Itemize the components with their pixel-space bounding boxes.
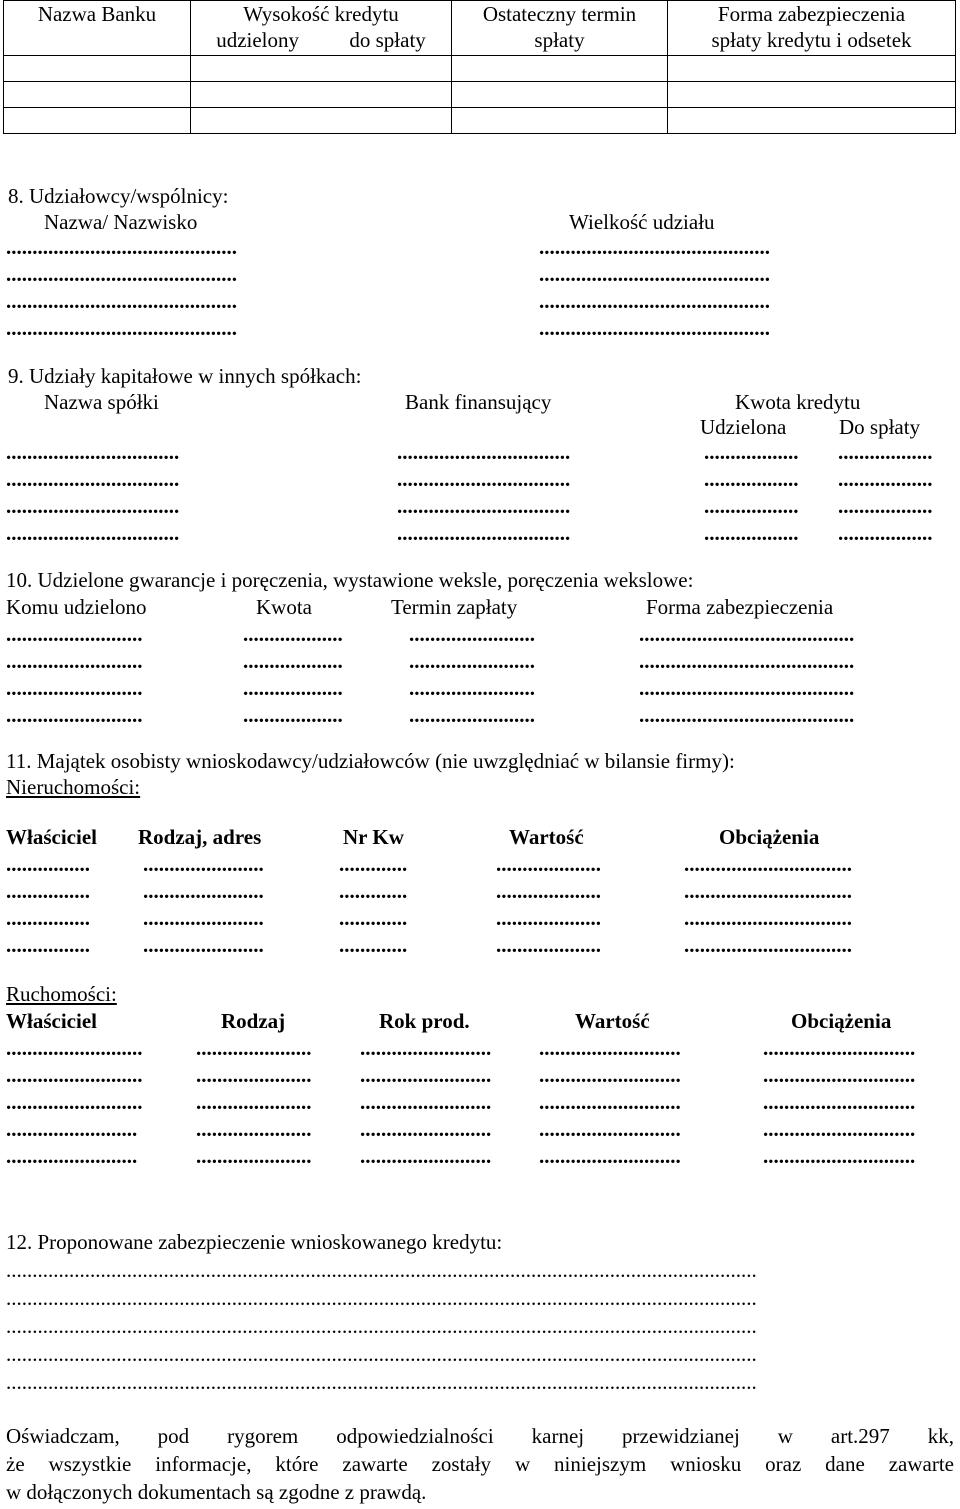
table-cell[interactable]	[191, 108, 452, 134]
s9-dots[interactable]: .................................	[397, 521, 571, 545]
nier-dots[interactable]: .............	[339, 933, 408, 957]
ruch-dots[interactable]: ...........................	[539, 1036, 681, 1060]
ruch-dots[interactable]: .........................	[360, 1144, 492, 1168]
ruch-dots[interactable]: .............................	[763, 1063, 916, 1087]
s9-dots[interactable]: ..................	[838, 494, 933, 518]
s9-dots[interactable]: ..................	[704, 467, 799, 491]
s10-dots[interactable]: ...................	[243, 649, 343, 673]
s10-dots[interactable]: .........................................	[639, 703, 855, 727]
s10-dots[interactable]: ........................	[409, 649, 535, 673]
ruch-dots[interactable]: .............................	[763, 1090, 916, 1114]
s10-dots[interactable]: ...................	[243, 703, 343, 727]
nier-dots[interactable]: .......................	[143, 879, 264, 903]
s8-header-name: Nazwa/ Nazwisko	[44, 210, 198, 234]
header-security-form: Forma zabezpieczenia spłaty kredytu i odsetek	[668, 1, 956, 56]
ruch-dots[interactable]: .............................	[763, 1144, 916, 1168]
s10-dots[interactable]: ..........................	[6, 649, 143, 673]
ruch-dots[interactable]: ...........................	[539, 1144, 681, 1168]
nier-header-kw: Nr Kw	[343, 825, 404, 849]
ruch-dots[interactable]: .........................	[360, 1036, 492, 1060]
table-cell[interactable]	[452, 56, 668, 82]
s9-dots[interactable]: .................................	[6, 440, 180, 464]
s9-dots[interactable]: .................................	[6, 467, 180, 491]
s12-dots-line[interactable]: ...............................................................................................................................................	[6, 1288, 757, 1309]
s8-dots-share[interactable]: ............................................	[539, 289, 770, 313]
ruch-header-type: Rodzaj	[221, 1009, 286, 1033]
section-11-title: 11. Majątek osobisty wnioskodawcy/udziałowców (nie uwzględniać w bilansie firmy):	[6, 749, 735, 773]
s10-dots[interactable]: .........................................	[639, 622, 855, 646]
s12-dots-line[interactable]: ...............................................................................................................................................	[6, 1372, 757, 1393]
s10-header-amount: Kwota	[256, 595, 312, 619]
s8-dots-share[interactable]: ............................................	[539, 235, 770, 259]
ruch-dots[interactable]: ......................	[196, 1063, 312, 1087]
nier-header-type-address: Rodzaj, adres	[138, 825, 262, 849]
ruch-dots[interactable]: ......................	[196, 1144, 312, 1168]
s8-header-share: Wielkość udziału	[569, 210, 715, 234]
s9-dots[interactable]: ..................	[704, 521, 799, 545]
ruch-header-encumbrances: Obciążenia	[791, 1009, 892, 1033]
s9-header-bank: Bank finansujący	[405, 390, 552, 414]
table-header-row	[4, 1, 956, 56]
ruch-header-value: Wartość	[575, 1009, 650, 1033]
s10-dots[interactable]: ..........................	[6, 703, 143, 727]
ruch-dots[interactable]: ......................	[196, 1117, 312, 1141]
declaration-paragraph	[6, 1422, 954, 1506]
s10-dots[interactable]: .........................................	[639, 649, 855, 673]
declaration-line: w dołączonych dokumentach są zgodne z prawdą.	[6, 1480, 427, 1504]
table-cell[interactable]	[452, 108, 668, 134]
s12-dots-line[interactable]: ...............................................................................................................................................	[6, 1260, 757, 1281]
s9-dots[interactable]: .................................	[397, 467, 571, 491]
s10-dots[interactable]: ...................	[243, 622, 343, 646]
table-row	[4, 82, 956, 108]
header-final-date: Ostateczny termin spłaty	[452, 1, 668, 56]
s9-dots[interactable]: .................................	[397, 494, 571, 518]
s8-dots-share[interactable]: ............................................	[539, 262, 770, 286]
s9-dots[interactable]: ..................	[704, 440, 799, 464]
nier-dots[interactable]: .......................	[143, 933, 264, 957]
nier-dots[interactable]: .......................	[143, 906, 264, 930]
movables-label: Ruchomości:	[6, 982, 117, 1006]
declaration-line: Oświadczam, pod rygorem odpowiedzialności karnej przewidzianej w art.297 kk,	[6, 1424, 954, 1448]
s10-dots[interactable]: .........................................	[639, 676, 855, 700]
table-row	[4, 108, 956, 134]
nier-header-value: Wartość	[509, 825, 584, 849]
section-12-title: 12. Proponowane zabezpieczenie wnioskowanego kredytu:	[6, 1230, 503, 1254]
nier-dots[interactable]: ................................	[684, 933, 852, 957]
ruch-dots[interactable]: .........................	[360, 1090, 492, 1114]
nier-dots[interactable]: ................	[6, 879, 90, 903]
nier-dots[interactable]: .............	[339, 906, 408, 930]
ruch-dots[interactable]: .........................	[6, 1117, 138, 1141]
section-8-title: 8. Udziałowcy/wspólnicy:	[8, 184, 229, 208]
s9-header-company: Nazwa spółki	[44, 390, 159, 414]
s9-dots[interactable]: ..................	[838, 521, 933, 545]
table-cell[interactable]	[668, 108, 956, 134]
table-cell[interactable]	[4, 56, 191, 82]
nier-dots[interactable]: .............	[339, 852, 408, 876]
nier-dots[interactable]: ....................	[496, 879, 601, 903]
s12-dots-line[interactable]: ...............................................................................................................................................	[6, 1316, 757, 1337]
ruch-dots[interactable]: .............................	[763, 1117, 916, 1141]
nier-dots[interactable]: ................	[6, 852, 90, 876]
nier-header-owner: Właściciel	[6, 825, 97, 849]
declaration-line: że wszystkie informacje, które zawarte zostały w niniejszym wniosku oraz dane zawarte	[6, 1452, 954, 1476]
bank-credit-table	[3, 0, 956, 134]
ruch-dots[interactable]: ......................	[196, 1036, 312, 1060]
table-cell[interactable]	[4, 108, 191, 134]
real-estate-label: Nieruchomości:	[6, 775, 141, 799]
s8-dots-name[interactable]: ............................................	[6, 235, 237, 259]
ruch-dots[interactable]: ...........................	[539, 1063, 681, 1087]
nier-dots[interactable]: .......................	[143, 852, 264, 876]
s9-dots[interactable]: .................................	[6, 494, 180, 518]
s8-dots-name[interactable]: ............................................	[6, 262, 237, 286]
s10-dots[interactable]: ........................	[409, 703, 535, 727]
s10-dots[interactable]: ..........................	[6, 622, 143, 646]
nier-dots[interactable]: ................................	[684, 906, 852, 930]
section-10-title: 10. Udzielone gwarancje i poręczenia, wystawione weksle, poręczenia wekslowe:	[6, 568, 694, 592]
ruch-header-year: Rok prod.	[379, 1009, 470, 1033]
s12-dots-line[interactable]: ...............................................................................................................................................	[6, 1344, 757, 1365]
ruch-dots[interactable]: .........................	[6, 1144, 138, 1168]
s10-dots[interactable]: ........................	[409, 676, 535, 700]
header-credit-amount: Wysokość kredytu udzielony do spłaty	[191, 1, 452, 56]
s10-header-to-whom: Komu udzielono	[6, 595, 147, 619]
table-cell[interactable]	[668, 56, 956, 82]
ruch-dots[interactable]: ......................	[196, 1090, 312, 1114]
s9-header-credit: Kwota kredytu	[735, 390, 861, 414]
ruch-dots[interactable]: ..........................	[6, 1090, 143, 1114]
table-cell[interactable]	[4, 82, 191, 108]
nier-dots[interactable]: ................	[6, 933, 90, 957]
s9-dots[interactable]: ..................	[838, 467, 933, 491]
table-cell[interactable]	[191, 82, 452, 108]
table-cell[interactable]	[668, 82, 956, 108]
nier-dots[interactable]: ....................	[496, 906, 601, 930]
s9-dots[interactable]: .................................	[397, 440, 571, 464]
section-9-title: 9. Udziały kapitałowe w innych spółkach:	[8, 364, 362, 388]
s9-header-granted: Udzielona	[700, 415, 787, 439]
s10-header-due-date: Termin zapłaty	[391, 595, 518, 619]
ruch-dots[interactable]: .............................	[763, 1036, 916, 1060]
s8-dots-name[interactable]: ............................................	[6, 289, 237, 313]
header-bank-name: Nazwa Banku	[4, 1, 191, 56]
s9-dots[interactable]: .................................	[6, 521, 180, 545]
ruch-header-owner: Właściciel	[6, 1009, 97, 1033]
ruch-dots[interactable]: ..........................	[6, 1063, 143, 1087]
nier-dots[interactable]: .............	[339, 879, 408, 903]
s8-dots-name[interactable]: ............................................	[6, 316, 237, 340]
s9-dots[interactable]: ..................	[838, 440, 933, 464]
ruch-dots[interactable]: ...........................	[539, 1090, 681, 1114]
s9-dots[interactable]: ..................	[704, 494, 799, 518]
ruch-dots[interactable]: .........................	[360, 1117, 492, 1141]
nier-dots[interactable]: ....................	[496, 852, 601, 876]
nier-dots[interactable]: ................	[6, 906, 90, 930]
nier-dots[interactable]: ................................	[684, 879, 852, 903]
table-cell[interactable]	[191, 56, 452, 82]
nier-header-encumbrances: Obciążenia	[719, 825, 820, 849]
table-row	[4, 56, 956, 82]
s10-dots[interactable]: ........................	[409, 622, 535, 646]
ruch-dots[interactable]: ..........................	[6, 1036, 143, 1060]
table-cell[interactable]	[452, 82, 668, 108]
s9-header-to-repay: Do spłaty	[839, 415, 921, 439]
ruch-dots[interactable]: ...........................	[539, 1117, 681, 1141]
s10-dots[interactable]: ..........................	[6, 676, 143, 700]
nier-dots[interactable]: ....................	[496, 933, 601, 957]
s8-dots-share[interactable]: ............................................	[539, 316, 770, 340]
nier-dots[interactable]: ................................	[684, 852, 852, 876]
s10-dots[interactable]: ...................	[243, 676, 343, 700]
s10-header-security: Forma zabezpieczenia	[646, 595, 834, 619]
ruch-dots[interactable]: .........................	[360, 1063, 492, 1087]
